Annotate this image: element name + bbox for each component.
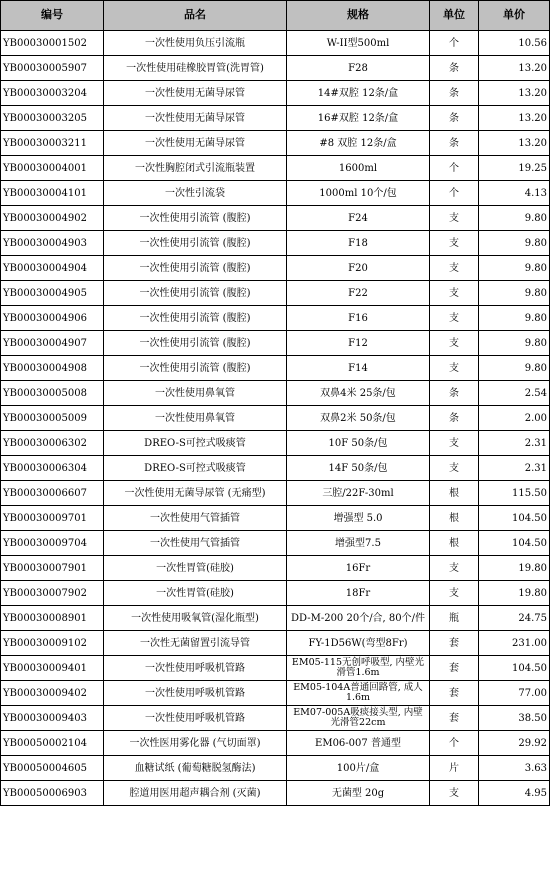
unit-cell: 支 <box>430 206 479 231</box>
price-cell: 10.56 <box>479 31 550 56</box>
unit-cell: 个 <box>430 181 479 206</box>
code-cell: YB00030003204 <box>1 81 104 106</box>
price-cell: 13.20 <box>479 106 550 131</box>
price-cell: 9.80 <box>479 281 550 306</box>
table-row <box>1 331 550 356</box>
price-cell: 38.50 <box>479 706 550 731</box>
price-cell: 4.13 <box>479 181 550 206</box>
spec-cell: F16 <box>287 306 430 331</box>
name-cell: 一次性医用雾化器 (气切面罩) <box>104 731 287 756</box>
unit-cell: 瓶 <box>430 606 479 631</box>
table-row <box>1 731 550 756</box>
name-cell: 一次性胃管(硅胶) <box>104 556 287 581</box>
table-row <box>1 706 550 731</box>
unit-cell: 套 <box>430 681 479 706</box>
name-cell: 一次性使用鼻氧管 <box>104 406 287 431</box>
code-cell: YB00030004906 <box>1 306 104 331</box>
price-cell: 3.63 <box>479 756 550 781</box>
table-row <box>1 481 550 506</box>
name-cell: 一次性使用引流管 (腹腔) <box>104 281 287 306</box>
code-cell: YB00030003211 <box>1 131 104 156</box>
code-cell: YB00030006304 <box>1 456 104 481</box>
name-cell: 一次性使用硅橡胶胃管(洗胃管) <box>104 56 287 81</box>
code-cell: YB00030004902 <box>1 206 104 231</box>
spec-cell: EM07-005A吸痰接头型, 内壁光滑管22cm <box>287 706 430 731</box>
table-body <box>1 31 550 806</box>
price-cell: 104.50 <box>479 506 550 531</box>
code-cell: YB00030009102 <box>1 631 104 656</box>
table-row <box>1 356 550 381</box>
table-row <box>1 156 550 181</box>
name-cell: 一次性使用引流管 (腹腔) <box>104 306 287 331</box>
header-unit: 单位 <box>430 1 479 31</box>
price-cell: 231.00 <box>479 631 550 656</box>
name-cell: 一次性使用无菌导尿管 <box>104 81 287 106</box>
table-row <box>1 256 550 281</box>
code-cell: YB00050004605 <box>1 756 104 781</box>
name-cell: 一次性使用引流管 (腹腔) <box>104 256 287 281</box>
code-cell: YB00030009403 <box>1 706 104 731</box>
price-cell: 9.80 <box>479 331 550 356</box>
price-cell: 104.50 <box>479 531 550 556</box>
unit-cell: 条 <box>430 381 479 406</box>
name-cell: DREO-S可控式吸痰管 <box>104 431 287 456</box>
price-cell: 2.00 <box>479 406 550 431</box>
price-cell: 104.50 <box>479 656 550 681</box>
spec-cell: EM06-007 普通型 <box>287 731 430 756</box>
table-row <box>1 281 550 306</box>
code-cell: YB00030004101 <box>1 181 104 206</box>
header-row <box>1 1 550 31</box>
name-cell: 一次性胸腔闭式引流瓶装置 <box>104 156 287 181</box>
table-row <box>1 56 550 81</box>
spec-cell: 16Fr <box>287 556 430 581</box>
spec-cell: FY-1D56W(弯型8Fr) <box>287 631 430 656</box>
name-cell: 一次性使用气管插管 <box>104 531 287 556</box>
table-row <box>1 81 550 106</box>
unit-cell: 支 <box>430 581 479 606</box>
code-cell: YB00030003205 <box>1 106 104 131</box>
price-cell: 9.80 <box>479 306 550 331</box>
unit-cell: 条 <box>430 106 479 131</box>
table-row <box>1 431 550 456</box>
price-cell: 115.50 <box>479 481 550 506</box>
code-cell: YB00030009704 <box>1 531 104 556</box>
spec-cell: 增强型 5.0 <box>287 506 430 531</box>
table-row <box>1 506 550 531</box>
code-cell: YB00030004903 <box>1 231 104 256</box>
code-cell: YB00030004905 <box>1 281 104 306</box>
unit-cell: 条 <box>430 406 479 431</box>
spec-cell: F20 <box>287 256 430 281</box>
unit-cell: 个 <box>430 156 479 181</box>
table-row <box>1 381 550 406</box>
spec-cell: DD-M-200 20个/合, 80个/件 <box>287 606 430 631</box>
table-row <box>1 606 550 631</box>
name-cell: 一次性使用气管插管 <box>104 506 287 531</box>
code-cell: YB00030004908 <box>1 356 104 381</box>
code-cell: YB00030009401 <box>1 656 104 681</box>
name-cell: 一次性使用无菌导尿管 (无痛型) <box>104 481 287 506</box>
name-cell: 一次性使用无菌导尿管 <box>104 106 287 131</box>
name-cell: DREO-S可控式吸痰管 <box>104 456 287 481</box>
spec-cell: 三腔/22F-30ml <box>287 481 430 506</box>
name-cell: 一次性引流袋 <box>104 181 287 206</box>
table-row <box>1 681 550 706</box>
spec-cell: F14 <box>287 356 430 381</box>
spec-cell: F18 <box>287 231 430 256</box>
unit-cell: 套 <box>430 631 479 656</box>
name-cell: 一次性无菌留置引流导管 <box>104 631 287 656</box>
spec-cell: EM05-104A普通回路管, 成人1.6m <box>287 681 430 706</box>
spec-cell: 增强型7.5 <box>287 531 430 556</box>
name-cell: 一次性使用呼吸机管路 <box>104 706 287 731</box>
code-cell: YB00030004001 <box>1 156 104 181</box>
unit-cell: 条 <box>430 56 479 81</box>
code-cell: YB00030008901 <box>1 606 104 631</box>
unit-cell: 个 <box>430 731 479 756</box>
price-cell: 2.54 <box>479 381 550 406</box>
unit-cell: 根 <box>430 531 479 556</box>
table-row <box>1 131 550 156</box>
spec-cell: 双鼻4米 25条/包 <box>287 381 430 406</box>
name-cell: 一次性使用引流管 (腹腔) <box>104 331 287 356</box>
spec-cell: #8 双腔 12条/盒 <box>287 131 430 156</box>
unit-cell: 套 <box>430 706 479 731</box>
name-cell: 腔道用医用超声耦合剂 (灭菌) <box>104 781 287 806</box>
code-cell: YB00030004907 <box>1 331 104 356</box>
code-cell: YB00050002104 <box>1 731 104 756</box>
price-cell: 24.75 <box>479 606 550 631</box>
price-cell: 29.92 <box>479 731 550 756</box>
code-cell: YB00030009701 <box>1 506 104 531</box>
name-cell: 一次性使用引流管 (腹腔) <box>104 206 287 231</box>
price-cell: 13.20 <box>479 81 550 106</box>
name-cell: 一次性使用引流管 (腹腔) <box>104 356 287 381</box>
spec-cell: F28 <box>287 56 430 81</box>
spec-cell: 1600ml <box>287 156 430 181</box>
unit-cell: 支 <box>430 456 479 481</box>
table-row <box>1 656 550 681</box>
name-cell: 一次性使用吸氧管(湿化瓶型) <box>104 606 287 631</box>
price-cell: 9.80 <box>479 356 550 381</box>
price-cell: 2.31 <box>479 456 550 481</box>
code-cell: YB00030005009 <box>1 406 104 431</box>
spec-cell: 无菌型 20g <box>287 781 430 806</box>
unit-cell: 套 <box>430 656 479 681</box>
table-row <box>1 206 550 231</box>
spec-cell: F12 <box>287 331 430 356</box>
price-cell: 13.20 <box>479 56 550 81</box>
price-cell: 13.20 <box>479 131 550 156</box>
price-cell: 19.80 <box>479 556 550 581</box>
price-cell: 9.80 <box>479 206 550 231</box>
code-cell: YB00030001502 <box>1 31 104 56</box>
spec-cell: F24 <box>287 206 430 231</box>
spec-cell: 双鼻2米 50条/包 <box>287 406 430 431</box>
unit-cell: 根 <box>430 481 479 506</box>
code-cell: YB00030009402 <box>1 681 104 706</box>
name-cell: 一次性使用鼻氧管 <box>104 381 287 406</box>
unit-cell: 支 <box>430 256 479 281</box>
code-cell: YB00030006302 <box>1 431 104 456</box>
table-row <box>1 306 550 331</box>
unit-cell: 条 <box>430 131 479 156</box>
price-cell: 77.00 <box>479 681 550 706</box>
code-cell: YB00030004904 <box>1 256 104 281</box>
unit-cell: 支 <box>430 556 479 581</box>
table-row <box>1 31 550 56</box>
unit-cell: 根 <box>430 506 479 531</box>
code-cell: YB00030007901 <box>1 556 104 581</box>
spec-cell: 16#双腔 12条/盒 <box>287 106 430 131</box>
unit-cell: 片 <box>430 756 479 781</box>
code-cell: YB00030006607 <box>1 481 104 506</box>
name-cell: 一次性使用负压引流瓶 <box>104 31 287 56</box>
spec-cell: EM05-115无创呼吸型, 内壁光滑管1.6m <box>287 656 430 681</box>
table-row <box>1 106 550 131</box>
price-cell: 4.95 <box>479 781 550 806</box>
name-cell: 一次性使用引流管 (腹腔) <box>104 231 287 256</box>
unit-cell: 条 <box>430 81 479 106</box>
table-row <box>1 181 550 206</box>
table-row <box>1 781 550 806</box>
table-row <box>1 556 550 581</box>
spec-cell: 18Fr <box>287 581 430 606</box>
price-cell: 19.25 <box>479 156 550 181</box>
name-cell: 一次性使用呼吸机管路 <box>104 681 287 706</box>
unit-cell: 支 <box>430 356 479 381</box>
unit-cell: 支 <box>430 431 479 456</box>
table-row <box>1 231 550 256</box>
table-row <box>1 531 550 556</box>
name-cell: 一次性使用无菌导尿管 <box>104 131 287 156</box>
table-row <box>1 456 550 481</box>
price-cell: 9.80 <box>479 256 550 281</box>
header-code: 编号 <box>1 1 104 31</box>
price-cell: 9.80 <box>479 231 550 256</box>
unit-cell: 支 <box>430 231 479 256</box>
unit-cell: 支 <box>430 306 479 331</box>
spec-cell: 100片/盒 <box>287 756 430 781</box>
spec-cell: 1000ml 10个/包 <box>287 181 430 206</box>
spec-cell: 14F 50条/包 <box>287 456 430 481</box>
unit-cell: 支 <box>430 281 479 306</box>
price-cell: 2.31 <box>479 431 550 456</box>
unit-cell: 个 <box>430 31 479 56</box>
header-name: 品名 <box>104 1 287 31</box>
unit-cell: 支 <box>430 781 479 806</box>
spec-cell: W-II型500ml <box>287 31 430 56</box>
spec-cell: F22 <box>287 281 430 306</box>
table-row <box>1 756 550 781</box>
code-cell: YB00030005907 <box>1 56 104 81</box>
unit-cell: 支 <box>430 331 479 356</box>
code-cell: YB00050006903 <box>1 781 104 806</box>
spec-cell: 10F 50条/包 <box>287 431 430 456</box>
name-cell: 血糖试纸 (葡萄糖脱氢酶法) <box>104 756 287 781</box>
name-cell: 一次性胃管(硅胶) <box>104 581 287 606</box>
table-row <box>1 406 550 431</box>
table-row <box>1 581 550 606</box>
header-price: 单价 <box>479 1 550 31</box>
price-cell: 19.80 <box>479 581 550 606</box>
header-spec: 规格 <box>287 1 430 31</box>
name-cell: 一次性使用呼吸机管路 <box>104 656 287 681</box>
code-cell: YB00030007902 <box>1 581 104 606</box>
code-cell: YB00030005008 <box>1 381 104 406</box>
table-row <box>1 631 550 656</box>
spec-cell: 14#双腔 12条/盒 <box>287 81 430 106</box>
